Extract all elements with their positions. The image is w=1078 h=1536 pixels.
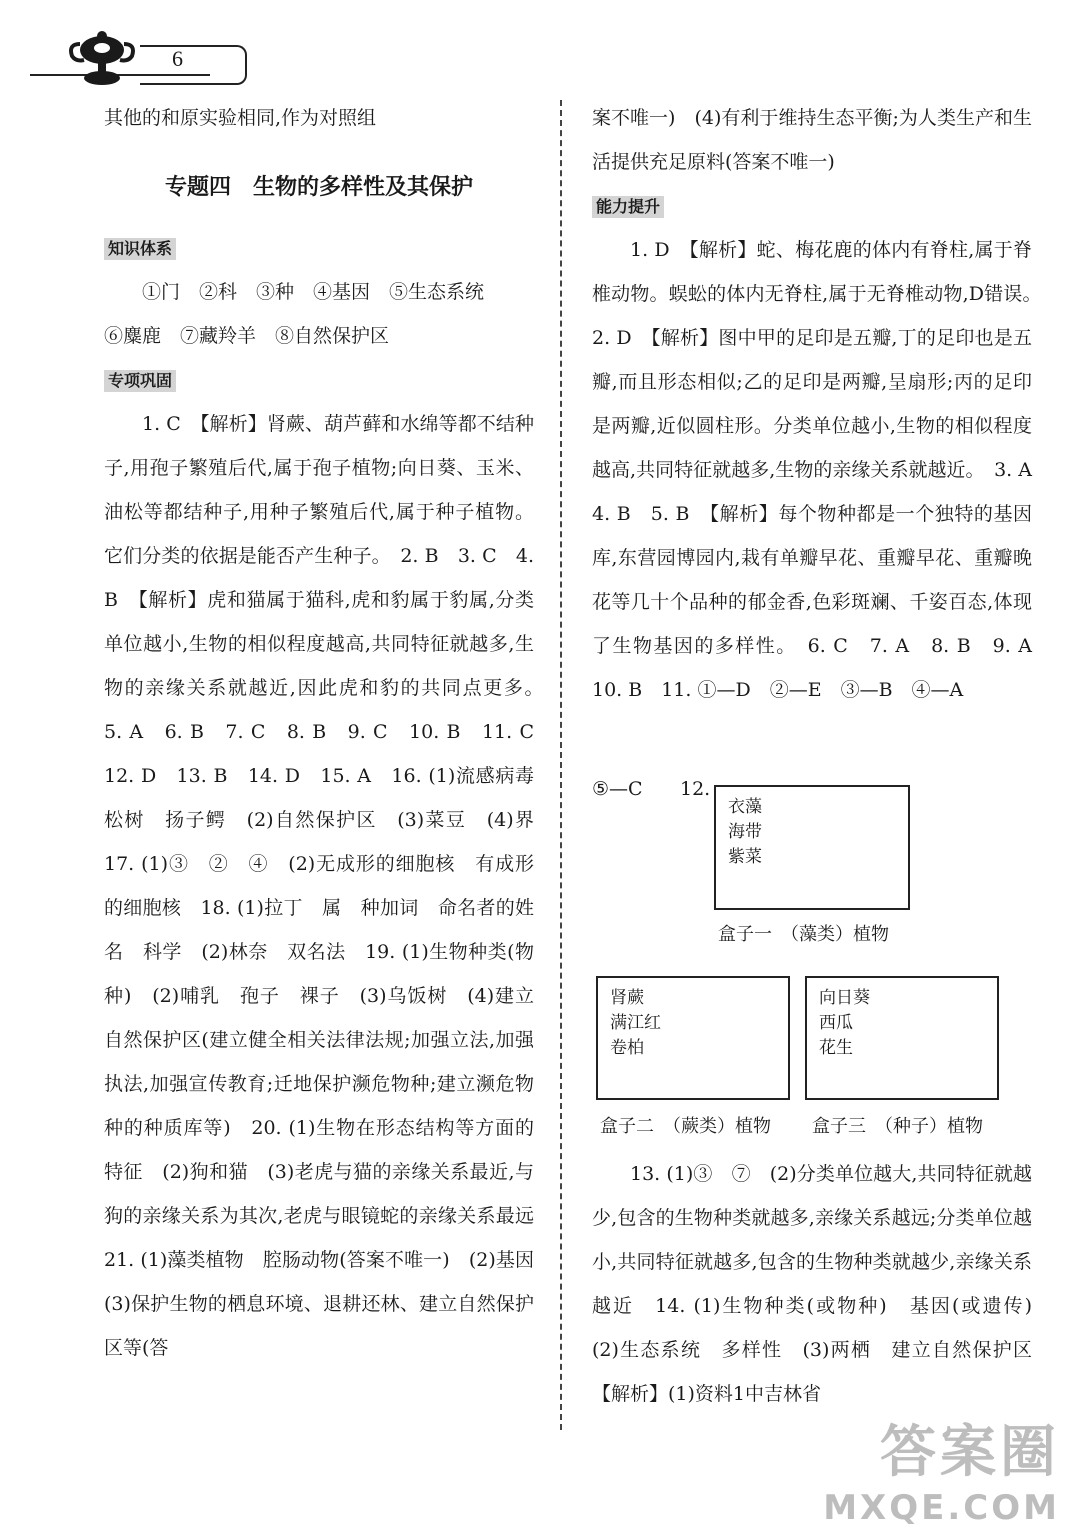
- left-column: [104, 96, 554, 1370]
- section-title: 专题四 生物的多样性及其保护: [164, 175, 473, 200]
- answer-5c: ⑤—C: [592, 778, 643, 800]
- box-item: 花生: [819, 1038, 853, 1058]
- box-item: 西瓜: [819, 1013, 853, 1033]
- watermark: [823, 1408, 1060, 1528]
- box-ferns-caption: 盒子二 （蕨类）植物: [600, 1116, 771, 1137]
- box-seeds: [805, 976, 999, 1100]
- tag-consolidate: 专项巩固: [104, 370, 176, 392]
- tag-knowledge: 知识体系: [104, 238, 176, 260]
- continued-answer: 案不唯一) (4)有利于维持生态平衡;为人类生产和生活提供充足原料(答案不唯一): [592, 107, 1032, 173]
- box-ferns: [596, 976, 790, 1100]
- knowledge-line-1: ①门 ②科 ③种 ④基因 ⑤生态系统: [142, 281, 485, 303]
- box-item: 衣藻: [728, 797, 762, 817]
- box-item: 向日葵: [819, 988, 870, 1008]
- watermark-line-1: 答案圈: [880, 1420, 1060, 1485]
- intro-text: 其他的和原实验相同,作为对照组: [104, 107, 377, 129]
- trophy-icon: [66, 30, 138, 88]
- box-item: 满江红: [610, 1013, 661, 1033]
- answers-13-14: 13. (1)③ ⑦ (2)分类单位越大,共同特征就越少,包含的生物种类就越多,亲缘关系越远;分类单位越小,共同特征就越多,包含的生物种类就越少,亲缘关系越近 14. (1)生物种类(或物种) 基因(或遗传) (2)生态系统 多样性 (3)两栖 建立自然保护区 【解析】(1)资料1中吉林省: [592, 1163, 1052, 1405]
- box-seeds-caption: 盒子三 （种子）植物: [812, 1116, 983, 1137]
- watermark-line-2: MXQE.COM: [823, 1488, 1060, 1528]
- box-item: 紫菜: [728, 847, 762, 867]
- box-algae: [714, 785, 910, 910]
- box-item: 肾蕨: [610, 988, 644, 1008]
- page-number-box: [140, 45, 247, 85]
- tag-ability: 能力提升: [592, 196, 664, 218]
- page-header: [30, 30, 230, 90]
- question-12-label: 12.: [680, 778, 711, 800]
- knowledge-line-2: ⑥麋鹿 ⑦藏羚羊 ⑧自然保护区: [104, 325, 390, 347]
- right-column: [592, 96, 1052, 712]
- page-number: 6: [172, 46, 183, 71]
- ability-answers: 1. D 【解析】蛇、梅花鹿的体内有脊柱,属于脊椎动物。蜈蚣的体内无脊柱,属于无脊椎动物,D错误。 2. D 【解析】图中甲的足印是五瓣,丁的足印也是五瓣,而且形态相似;乙的足印是两瓣,呈扇形;丙的足印是两瓣,近似圆柱形。分类单位越小,生物的相似程度越高,共同特征就越多,生物的亲缘关系就越近。 3. A 4. B 5. B 【解析】每个物种都是一个独特的基因库,东营园博园内,栽有单瓣早花、重瓣早花、重瓣晚花等几十个品种的郁金香,色彩斑斓、千姿百态,体现了生物基因的多样性。 6. C 7. A 8. B 9. A 10. B 11. ①—D ②—E ③—B ④—A: [592, 239, 1052, 701]
- consolidate-answers: 1. C 【解析】肾蕨、葫芦藓和水绵等都不结种子,用孢子繁殖后代,属于孢子植物;向日葵、玉米、油松等都结种子,用种子繁殖后代,属于种子植物。它们分类的依据是能否产生种子。 2. B 3. C 4. B 【解析】虎和猫属于猫科,虎和豹属于豹属,分类单位越小,生物的相似程度越高,共同特征就越多,生物的亲缘关系就越近,因此虎和豹的共同点更多。 5. A 6. B 7. C 8. B 9. C 10. B 11. C 12. D 13. B 14. D 15. A 16. (1)流感病毒 松树 扬子鳄 (2)自然保护区 (3)菜豆 (4)界 17. (1)③ ② ④ (2)无成形的细胞核 有成形的细胞核 18. (1)拉丁 属 种加词 命名者的姓名 科学 (2)林奈 双名法 19. (1)生物种类(物种) (2)哺乳 孢子 裸子 (3)乌饭树 (4)建立自然保护区(建立健全相关法律法规;加强立法,加强执法,加强宣传教育;迁地保护濒危物种;建立濒危物种的种质库等) 20. (1)生物在形态结构等方面的特征 (2)狗和猫 (3)老虎与猫的亲缘关系最近,与狗的亲缘关系为其次,老虎与眼镜蛇的亲缘关系最远 21. (1)藻类植物 腔肠动物(答案不唯一) (2)基因 (3)保护生物的栖息环境、退耕还林、建立自然保护区等(答: [104, 413, 554, 1359]
- column-divider: [560, 100, 562, 1430]
- right-column-lower: [592, 1152, 1052, 1416]
- box-item: 海带: [728, 822, 762, 842]
- box-item: 卷柏: [610, 1038, 644, 1058]
- box-algae-caption: 盒子一 （藻类）植物: [718, 924, 889, 945]
